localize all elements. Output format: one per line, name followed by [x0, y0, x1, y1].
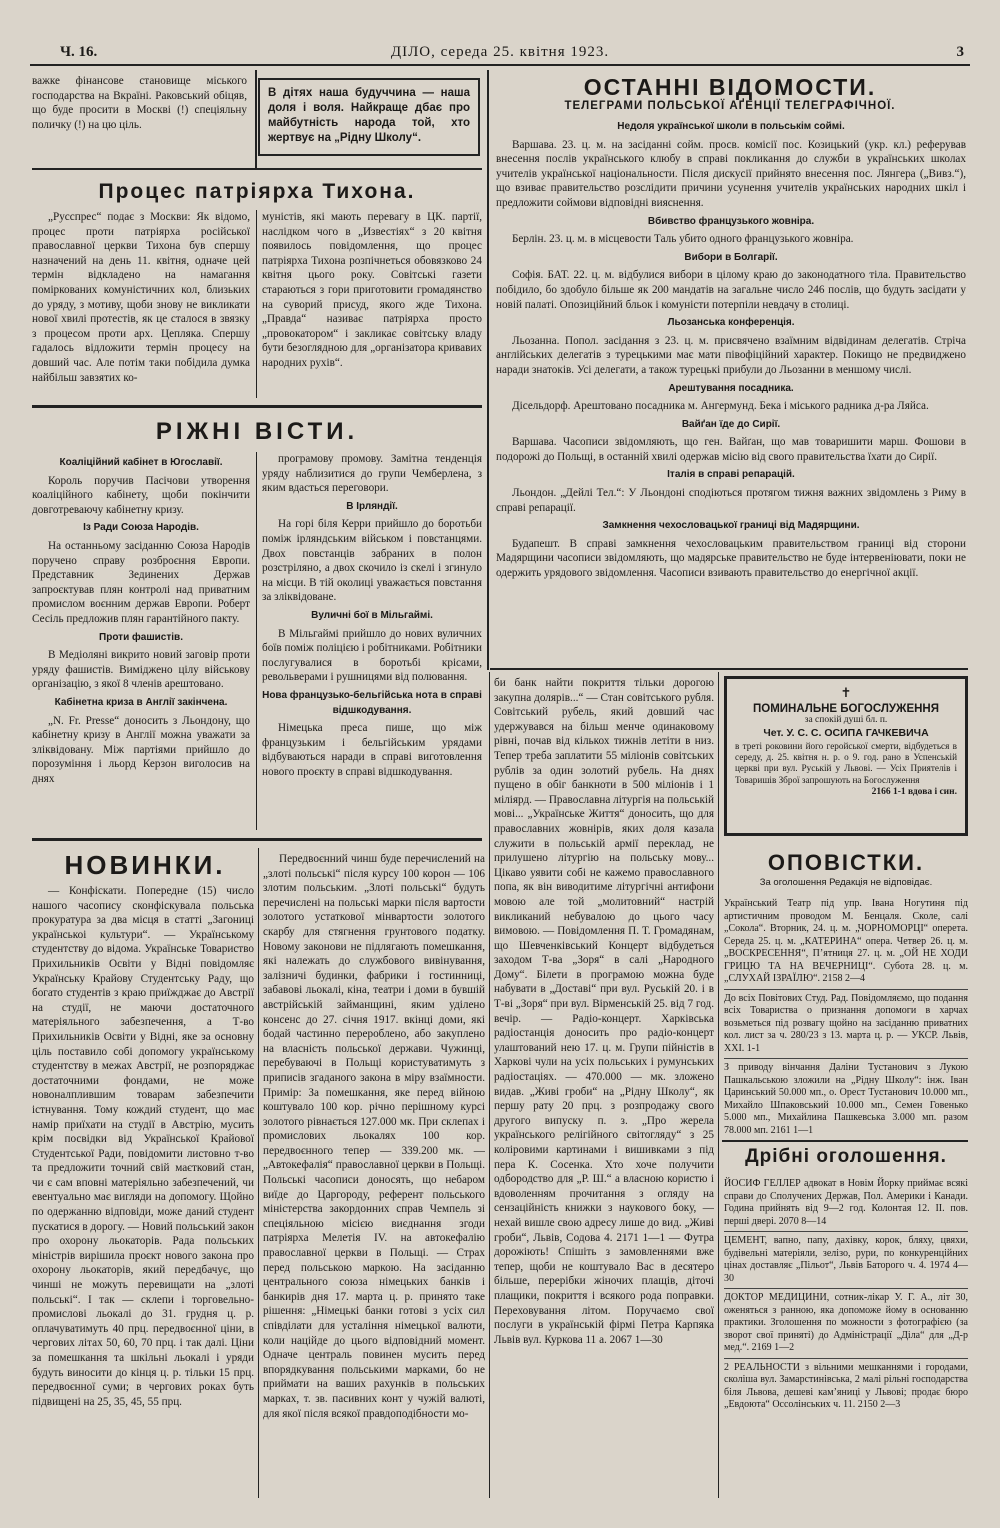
item-text: Німецька преса пише, що між французьким і бельгійським урядами відбуваються наради в справі виготовлення нового проєкту в справі відшкодування. — [262, 722, 482, 778]
column-rule — [255, 70, 257, 170]
item-text: Софія. БАТ. 22. ц. м. відбулися вибори в цілому краю до законодатного тіла. Правительство побідило, бо здобуло більше як 200 мандатів на загальне число 246 послів, що будуть засідати у новій палаті. Опозиційний бльок і комуністи потерпіли невдачу в столиці. — [496, 269, 966, 311]
column-rule — [487, 70, 489, 670]
memorial-body: в треті роковини його геройської смерти, відбудеться в середу, д. 25. квітня н. р. о 9. год. рано в Успенській церкві при вул. Руській у Львові. — Усіх Приятелів і Товаришів Зброї запрошують на Богослуження — [735, 741, 957, 785]
article-text: муністів, які мають перевагу в ЦК. партії, наслідком чого в „Известіях“ з 20 квітня появилось повідомлення, що процес патріярха Тихона розпічнеться обовязково 24 квітня цього року. Совітські газети стараються з гори приготовити громадянство на суворий присуд, якого жде Тихона. „Правда“ називає патріярха просто „провокатором“ і закликає совітську владу бути безоглядною для „організатора кривавих народних рухів“. — [262, 211, 482, 369]
item-text: В Медіоляні викрито новий заговір проти уряду фашистів. Виміджено цілу військову організацію, з якої 8 членів арештовано. — [32, 649, 250, 691]
notice-item: З приводу вінчання Даліни Тустанович з Лукою Пашкальською зложили на „Рідну Школу“: інж. Іван Царинський 50.000 мп., о. Орест Тустанович 10.000 мп., Михайло Шпаковський 10.000 мп., Семен Говенько 5.000 мп., Михайлина Пашкевська 3.000 мп. разом 78.000 мп. 2161 1—1 — [724, 1058, 968, 1136]
item-text: На останньому засіданню Союза Народів поручено справу розброєння Европи. Представник Зединених Держав запроєктував плян контролі над приватним промислом воєнним держав Европи. Роберт Сесіль предложив плян гарантійного пакту. — [32, 539, 250, 625]
item-text: Варшава. 23. ц. м. на засіданні сойм. просв. комісії пос. Козицький (укр. кл.) реферував внесення послів українського клюбу в справі покликання до служби в українських школах учителів української національности. Після дискусії прийнято внесення пос. Лянгера („Вивз.“), що взиває правительство розслідити причини усунення учителів українських народних шкіл і предложити соймови відповідні вияснення. — [496, 138, 966, 209]
news-column-2 — [262, 452, 482, 832]
continued-article — [32, 74, 247, 154]
section-rule — [32, 405, 482, 408]
novynky-column-2 — [263, 852, 485, 1498]
article-text: би банк найти покриття тільки дорогою закупна долярів...“ — Стан совітського рубля. Совітський рубель, який довший час удержувався на більш менче одинаковому рівні, почав від кількох тижнів летіти в низ. Тепер треба заплатити 55 міліонів совітських рублів за один золотий рубель. На днях пущено в обіг банкноти в 500 міліонів і 1 міліярд. — Православна літургія на польській мові... „Українське Життя“ доносить, що для православних жовнірів, яких доля казала служити в польській армії переклад, не прилушено літургію на польську мову... Цікаво уявити собі не кажемо православного попа, як він виводитиме літургічні антифони мовою але той „молитовний“ настрій викликаний небувалою до цього часу вимовою. — Повідомлення П. Т. Громадянам, що Шевченківський Концерт відбудеться заходом Т-ва „Зоря“ в салі „Народного Дому“. Білети в програмою можна буде набувати в „Доставі“ при вул. Руській 20. і в Т-ві „Зоря“ при вул. Вірменській 25. від 7 год. вечір. — Радіо-концерт. Харківська радіостанція доносить про радіо-концерт улаштований нею 17. ц. м. Групи пійністів в Харкові чули на усіх польських і румунських радіостаціях. — 470.000 — мк. зложено видав. „Живі гроби“ на „Рідну Школу“, як першу рату 20 прц. з розпродажу свого другого випуску п. з. „Про жерела українського релігійного світогляду“ з 25 коліровими картинами і вишивками з під пера К. Сосенка. Хто хоче получити одбородство для „Р. Ш.“ а власною користю і вдоволенням прочитання з огляду на сензаційність книжки з наукового боку, — нехай вишле свою адресу лише до вид. „Живі гроби“, Львів, Содова 4. 2171 1—1 — Футра дорожіють! Спішіть з замовленнями вже тепер, щоби не коштувало Вас в десятеро більше, перерібки жіночих плащів, діточі плащики, покриття і всякого рода поправки. Переховування літом. Поручаємо свої послуги в українській фірмі Петра Карпяка Львів вул. Куркова 11 а. 2067 1—30 — [494, 677, 714, 1346]
column-rule — [718, 672, 719, 1498]
notice-item: ЙОСИФ ГЕЛЛЕР адвокат в Новім Йорку приймає всякі справи до Сполучених Держав, Пол. Америки і Канади. Година прийнять від 9—2 год. Колонтая 12. II. пов. перші двері. 2070 8—14 — [724, 1178, 968, 1227]
item-text: Будапешт. В справі замкнення чехословацьким правительством границі від сторони Мадярщини часописи звідомляють, що мадярське правительство не буде інтервеніювати, поки не одержить урядового звідомлення. Часописи взивають правительство до енергічної акції. — [496, 537, 966, 580]
item-text: Дісельдорф. Арештовано посадника м. Ангермунд. Бека і міського радника д-ра Ляйса. — [512, 400, 929, 413]
notice-item: До всіх Повітових Студ. Рад. Повідомляємо, що подання всіх Товариства о признання допомоги в харчах возьметься під розвагу щойно на засіданню приватних кол. лист за ч. 280/23 з 13. марта ц. р. — УКСР. Львів, XXI. 1-1 — [724, 989, 968, 1056]
item-text: Берлін. 23. ц. м. в місцевости Таль убито одного французького жовніра. — [512, 233, 854, 246]
item-heading: Проти фашистів. — [99, 631, 183, 643]
notice-item: ЦЕМЕНТ, вапно, папу, дахівку, корок, бляху, цвяхи, будівельні матеріяли, зелізо, рури, по конкуренційних цінах доставляє „Пільот“, Львів Баторого ч. 4. 1974 4—30 — [724, 1231, 968, 1285]
item-text: Король поручив Пасічови утворення коаліційного кабінету, щоби покінчити довготреваючу кабінетну кризу. — [32, 474, 250, 516]
article-text: — Конфіскати. Попередне (15) число нашого часопису сконфіскувала польська прокуратура за два місця в статті „Загониці українськоі культури“. — Українському студентству до відома. Українське Товариство Прихильників Освіти у Відні повідомляє Українську Крайову Студентську Раду, що богато студентів з краю приїжджає до Австрії на студії, не маючи достаточного матеріяльного забезпечення, а Т-во Прихильників Освіти у Відні, яке за основну ціль поставило собі допомогу українському студентству в межах Австрії, не розпоряджає достаточними фондами, не може новоналплившим товарам забезпечити істнування. Тому кождий студент, що має намір приїхати на студії в Австрію, мусить крім посвідки від Української Крайової Студентської Ради, повідомити листовно т-во та предложити точний свій маєтковий стан, чи є сам вповні матеріяльно забезпечений, чи евентуально має вигляди на допомогу. Щойно по одержанню відповіди, може даний студент пускатися в дорогу. — Новий польський закон про охорону льокаторів. Рада польських міністрів вирішила проєкт нового закона про охорону льокаторів, який передбачує, що чинші не можуть перевищати на „злоті польські“. І так — склепи і торговельно-промислові льокалі до 31. грудня ц. р. оплачуватимуть 40 прц. передвоєнної ціни, в чергових літах 50, 60, 70 прц. і так далі. Ціни за помешкання та шкільні льокалі і уряди будуть виносити до кінця ц. р. тільки 15 прц. передвоєнної суми; в чергових роках буть підвищені на 25, 35, 45, 55 прц. — [32, 885, 254, 1408]
item-heading: Льозанська конференція. — [667, 317, 795, 329]
section-rule — [490, 668, 968, 670]
item-heading: Італія в справі репарацій. — [667, 469, 795, 481]
small-ads-title: Дрібні оголошення. — [745, 1146, 947, 1167]
item-text: В Мільгаймі прийшло до нових вуличних боїв поміж поліцією і робітниками. Робітники послугувалися в боротьбі крісами, револьверами і рушницями від полювання. — [262, 627, 482, 684]
section-rule — [722, 1140, 968, 1142]
news-column-1 — [32, 452, 250, 832]
page-header — [30, 40, 970, 66]
appeal-box — [258, 78, 480, 156]
article-text: „Русспрес“ подає з Москви: Як відомо, процес проти патріярха російської православної церкви Тихона був спершу назначений на день 11. квітня, одначе цей термін відкладено на намагання поміркованих комуністичних кол, близьких до уряду, з мотиву, щоби знову не викликати нової хвилі протестів, як це сталося в звязку з процесом проти арх. Цепляка. Спершу гадалось відложити термін процесу на довший час. Але потім таки побідила думка найбільш завзятих ко- — [32, 211, 250, 384]
item-text: На горі біля Керри прийшло до боротьби поміж ірляндським військом і повстанцями. Двох повстанців забраних в полон розстріляно, а двох скочило із скелі і згинуло на місци. В тій околиці уважається повстання за зліквідоване. — [262, 518, 482, 604]
tikhon-title: Процес патріярха Тихона. — [98, 180, 416, 203]
latest-title: ОСТАННІ ВІДОМОСТИ. — [583, 74, 877, 100]
item-heading: Кабінетна криза в Англії закінчена. — [54, 696, 228, 708]
item-heading: Вуличні бої в Мільгаймі. — [311, 609, 433, 621]
notice-item: 2 РЕАЛЬНОСТИ з вільними мешканнями і городами, сколіша вул. Замарстинівська, 2 малі рільні господарства біля Львова, дешеві кам’яниці у Львові; продає бюро „Евдоюта“ Оссолінських ч. 11. 2150 2—3 — [724, 1358, 968, 1412]
novynky-column-1 — [32, 884, 254, 1498]
memorial-line: за спокій душі бл. п. — [804, 715, 888, 725]
small-ads-column — [724, 1172, 968, 1498]
masthead-date: ДІЛО, середа 25. квітня 1923. — [390, 44, 610, 60]
article-text: Передвоєнний чинш буде перечислений на „злоті польські“ після курсу 100 корон — 106 злотим польським. „Злоті польські“ будуть перечислені на польські марки після вартости золотого устаткової мінвартости золотого скарбу для стягнення грунтового податку. Новому законови не підлягають помешкання, які належать до службового вивінування, залізничі будинки, фабрики і гостинниці, забавові льокалі, кіна, театри і доми в бувшій австрійській займанщині, яким уділено консенс до 27. січня 1917. вкінці доми, які бодай частинно перероблено, або закуплено на власність польської держави. Чужинці, перебуваючі в Польщі користуватимуть з приписів згаданого закона в міру взаїмности. Примір: За помешкання, яке перед війною коштувало 100 кор. річно перішному курсі золотого рівнається 127.000 мк. При склепах і промислових льокалях 100 кор. передвоєнного тепер — 339.200 мк. — „Автокефалія“ православної церкви в Польщі. Польські часописи доносять, що небаром виїде до Царгороду, референт польського міністерства закордонних справ Чемпель зі спеціяльною місією виєднання згоди патріярха Мелетія IV. на автокефалію православної церкви в Польщі. — Страх перед польською маркою. На засіданню центрального союза німецьких банків і банкирів дня 17. марта ц. р. принято таке рішення: „Німецькі банки готові з усіх сил співділати для устаління німецької валюти, коли наційде до цього відповідний момент. Одначе централь повинен мусить перед впорядкування польськими марками, бо не приймати на ваших рахунків в польських марках, т. зв. пасивних конт у чужій валюті, для якої після всякої правдоподібности мо- — [263, 853, 485, 1420]
tikhon-column-2 — [262, 210, 482, 400]
notices-disclaimer: За оголошення Редакція не відповідає. — [759, 877, 933, 888]
news-title: РІЖНІ ВІСТИ. — [155, 418, 359, 445]
column-rule — [489, 672, 490, 1498]
cross-icon: ✝ — [840, 685, 852, 700]
latest-subtitle: ТЕЛЕГРАМИ ПОЛЬСЬКОЇ АҐЕНЦІЇ ТЕЛЕГРАФІЧНОЇ. — [564, 100, 896, 112]
novynky-title: НОВИНКИ. — [64, 850, 226, 880]
section-rule — [32, 168, 482, 170]
latest-column — [496, 116, 966, 664]
item-text: програмову промову. Замітна тенденція уряду наблизитися до групи Чемберлена, з яким вдасться переговори. — [262, 453, 482, 495]
article-text: важке фінансове становище міського господарства на Вкраїні. Раковський обіцяв, що буде просити в Москві (!) спеціяльну поличку (!) на цю ціль. — [32, 75, 247, 131]
item-text: „N. Fr. Presse“ доносить з Льондону, що кабінетну кризу в Англії можна уважати за зліквідовану. Між партіями прийшло до порозуміння і льорд Керзон виголосив на днях — [32, 714, 250, 785]
item-heading: Арештування посадника. — [668, 382, 794, 394]
item-heading: Замкнення чехословацької границі від Мадярщини. — [602, 520, 860, 532]
item-text: Льозанна. Попол. засідання з 23. ц. м. присвячено взаїмним відвідинам делегатів. Стріча англійських делегатів з турецькими має мати півофіційний характер. Покищо не предвиджено наради знатоків. Усі делегати, а також турецькі прибули до Льозанни в меншому числі. — [496, 334, 966, 376]
issue-number: Ч. 16. — [60, 44, 98, 60]
memorial-notice — [724, 676, 968, 836]
item-heading: Недоля української школи в польськім соймі. — [617, 121, 845, 132]
notice-item: ДОКТОР МЕДИЦИНИ, сотник-лікар У. Г. А., літ 30, оженяться з ранною, яка допоможе йому в основанню практики. Зголошення по можности з фотографією (за зворот свої приняті) до Адміністрації „Діла“ для „Д-р мед.“. 2169 1—2 — [724, 1288, 968, 1355]
column-rule — [256, 210, 257, 398]
memorial-signature: 2166 1-1 вдова і син. — [871, 786, 957, 797]
notices-column — [724, 892, 968, 1136]
notices-title: ОПОВІСТКИ. — [767, 850, 925, 875]
column-rule — [256, 452, 257, 830]
appeal-text: В дітях наша будуччина — наша доля і воля. Найкраще дбає про майбутність народа той, хто жертвує на „Рідну Школу“. — [268, 87, 470, 144]
column-rule — [258, 848, 259, 1498]
memorial-title: ПОМИНАЛЬНЕ БОГОСЛУЖЕННЯ — [752, 703, 940, 715]
item-heading: Із Ради Союза Народів. — [83, 522, 199, 534]
item-text: Льондон. „Дейлі Тел.“: У Льондоні сподіються протягом тижня важних звідомлень з Риму в справі репарації. — [496, 487, 966, 514]
item-heading: Вбивство французького жовніра. — [647, 215, 815, 227]
novynky-column-3 — [494, 676, 714, 1498]
item-heading: В Ірляндії. — [346, 500, 398, 512]
item-heading: Коаліційний кабінет в Югославії. — [59, 457, 223, 468]
page-number: 3 — [956, 44, 964, 60]
item-heading: Вибори в Болгарії. — [684, 251, 778, 263]
notice-item: Український Театр під упр. Івана Ногутиня під артистичним проводом М. Бенцаля. Сколе, салі „Сокола“. Вторник, 24. ц. м. „ЧОРНОМОРЦІ“ оперета. Середа 25. ц. м. „КАТЕРИНА“ опера. Четвер 26. ц. м. „ВОСКРЕСЕННЯ“, П’ятниця 27. ц. м. „ОЙ НЕ ХОДИ ГРИЦЮ ТА НА ВЕЧЕРНИЦІ“. Субота 28. ц. м. „СЛУХАЙ ІЗРАЇЛЮ“. 2158 2—4 — [724, 898, 968, 984]
tikhon-column-1 — [32, 210, 250, 400]
section-rule — [32, 838, 482, 841]
item-heading: Нова французько-бельгійська нота в справі відшкодування. — [262, 689, 482, 716]
item-text: Варшава. Часописи звідомляють, що ген. Вайґан, що мав товаришити марш. Фошови в подорожі до Польщі, в останній хвилі одержав місію від свого правительства їхати до Сирії. — [496, 436, 966, 463]
memorial-name: Чет. У. С. С. ОСИПА ГАЧКЕВИЧА — [763, 727, 929, 739]
item-heading: Вайґан їде до Сирії. — [681, 418, 781, 430]
